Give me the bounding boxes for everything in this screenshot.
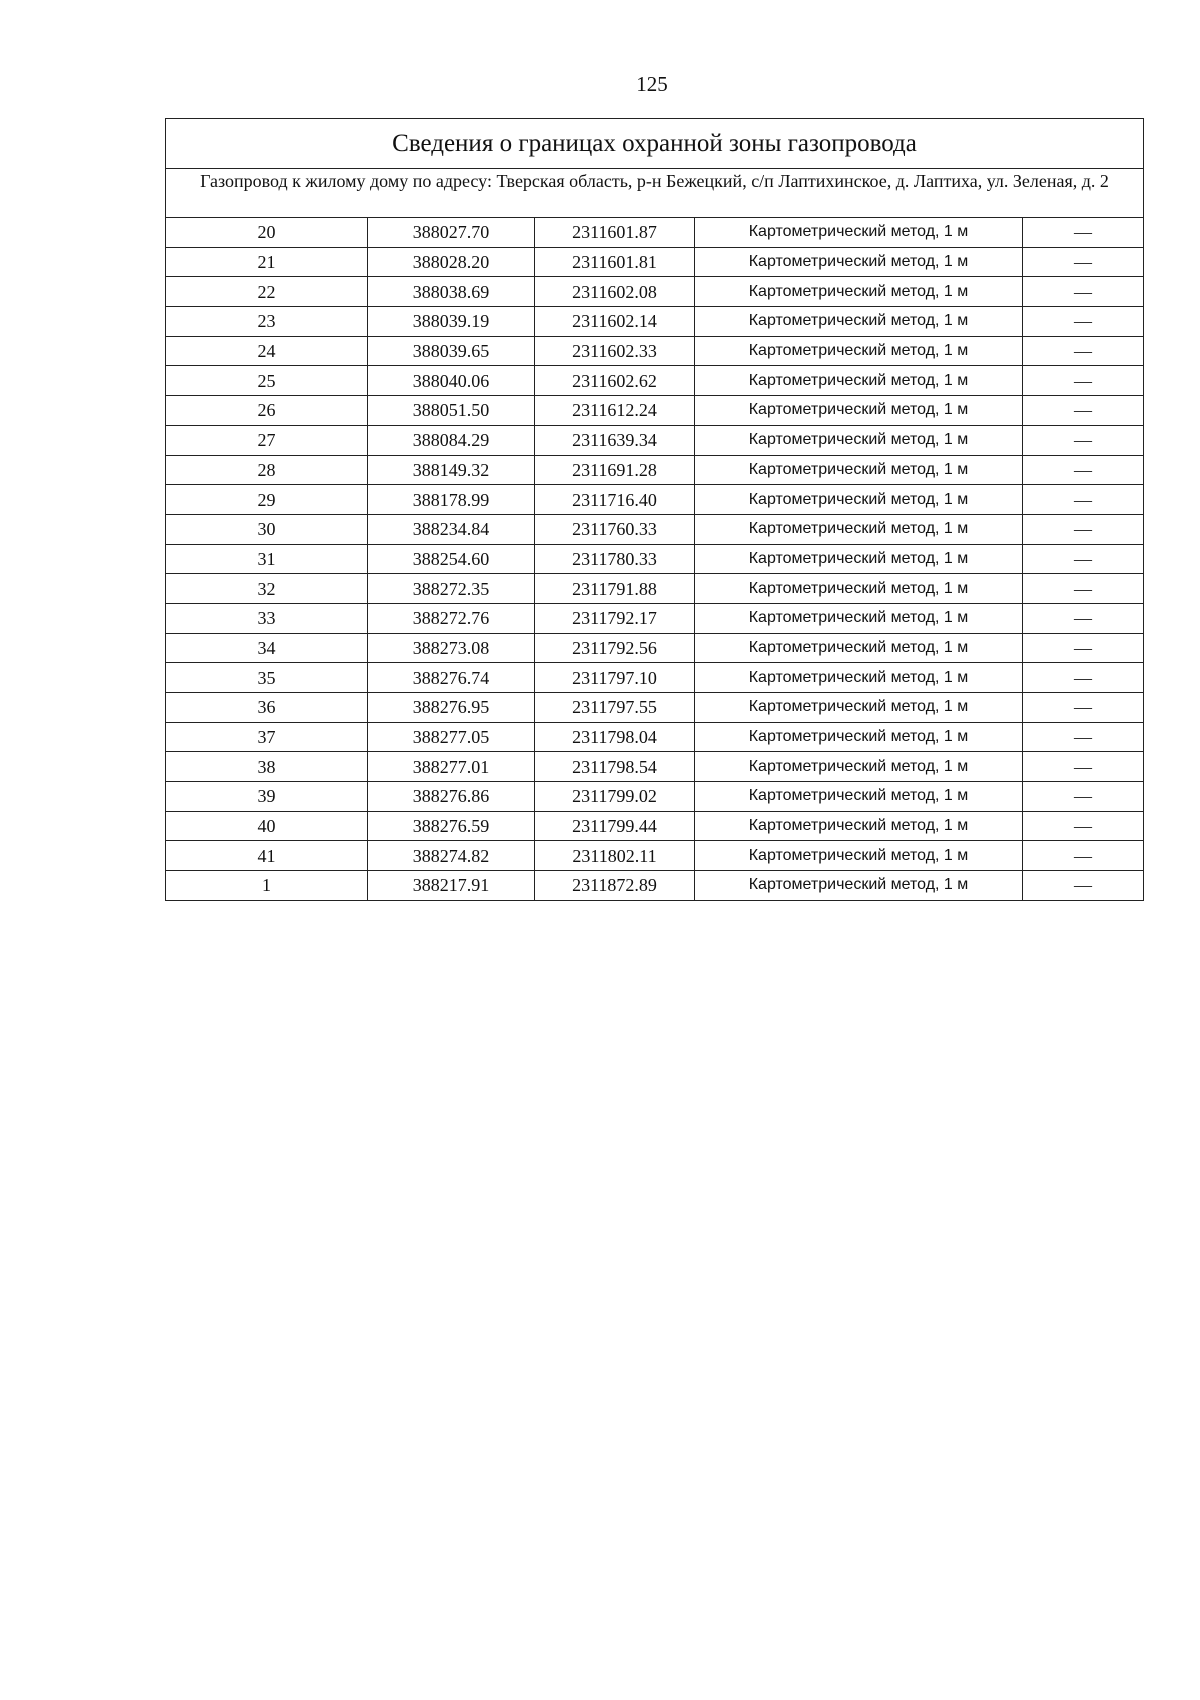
y-coordinate-cell: 2311798.04	[535, 722, 695, 752]
note-cell: —	[1023, 633, 1144, 663]
x-coordinate-cell: 388276.74	[368, 663, 535, 693]
method-cell: Картометрический метод, 1 м	[695, 396, 1023, 426]
point-number-cell: 28	[166, 455, 368, 485]
point-number-cell: 34	[166, 633, 368, 663]
method-cell: Картометрический метод, 1 м	[695, 811, 1023, 841]
note-cell: —	[1023, 811, 1144, 841]
note-cell: —	[1023, 485, 1144, 515]
point-number-cell: 41	[166, 841, 368, 871]
y-coordinate-cell: 2311799.02	[535, 782, 695, 812]
point-number-cell: 31	[166, 544, 368, 574]
table-row	[166, 396, 1144, 426]
table-row	[166, 485, 1144, 515]
x-coordinate-cell: 388273.08	[368, 633, 535, 663]
note-cell: —	[1023, 366, 1144, 396]
x-coordinate-cell: 388277.05	[368, 722, 535, 752]
table-row	[166, 218, 1144, 248]
table-row	[166, 722, 1144, 752]
point-number-cell: 33	[166, 603, 368, 633]
table-row	[166, 247, 1144, 277]
note-cell: —	[1023, 752, 1144, 782]
point-number-cell: 22	[166, 277, 368, 307]
y-coordinate-cell: 2311760.33	[535, 514, 695, 544]
x-coordinate-cell: 388254.60	[368, 544, 535, 574]
title-row	[166, 119, 1144, 169]
x-coordinate-cell: 388027.70	[368, 218, 535, 248]
x-coordinate-cell: 388217.91	[368, 871, 535, 901]
table-title: Сведения о границах охранной зоны газопровода	[166, 119, 1144, 169]
method-cell: Картометрический метод, 1 м	[695, 366, 1023, 396]
table-subtitle: Газопровод к жилому дому по адресу: Тверская область, р-н Бежецкий, с/п Лаптихинское, д. Лаптиха, ул. Зеленая, д. 2	[166, 169, 1144, 218]
x-coordinate-cell: 388277.01	[368, 752, 535, 782]
method-cell: Картометрический метод, 1 м	[695, 574, 1023, 604]
boundary-coordinates-table	[165, 118, 1144, 901]
y-coordinate-cell: 2311602.14	[535, 307, 695, 337]
method-cell: Картометрический метод, 1 м	[695, 871, 1023, 901]
method-cell: Картометрический метод, 1 м	[695, 782, 1023, 812]
method-cell: Картометрический метод, 1 м	[695, 277, 1023, 307]
table-row	[166, 514, 1144, 544]
note-cell: —	[1023, 693, 1144, 723]
x-coordinate-cell: 388084.29	[368, 425, 535, 455]
point-number-cell: 24	[166, 336, 368, 366]
y-coordinate-cell: 2311798.54	[535, 752, 695, 782]
y-coordinate-cell: 2311791.88	[535, 574, 695, 604]
method-cell: Картометрический метод, 1 м	[695, 247, 1023, 277]
point-number-cell: 37	[166, 722, 368, 752]
method-cell: Картометрический метод, 1 м	[695, 455, 1023, 485]
point-number-cell: 40	[166, 811, 368, 841]
note-cell: —	[1023, 425, 1144, 455]
point-number-cell: 32	[166, 574, 368, 604]
table-row	[166, 663, 1144, 693]
subtitle-row	[166, 169, 1144, 218]
table-row	[166, 752, 1144, 782]
method-cell: Картометрический метод, 1 м	[695, 603, 1023, 633]
x-coordinate-cell: 388276.59	[368, 811, 535, 841]
point-number-cell: 26	[166, 396, 368, 426]
point-number-cell: 38	[166, 752, 368, 782]
table-row	[166, 811, 1144, 841]
note-cell: —	[1023, 544, 1144, 574]
point-number-cell: 23	[166, 307, 368, 337]
x-coordinate-cell: 388178.99	[368, 485, 535, 515]
method-cell: Картометрический метод, 1 м	[695, 633, 1023, 663]
method-cell: Картометрический метод, 1 м	[695, 514, 1023, 544]
point-number-cell: 35	[166, 663, 368, 693]
y-coordinate-cell: 2311716.40	[535, 485, 695, 515]
table-row	[166, 336, 1144, 366]
note-cell: —	[1023, 722, 1144, 752]
y-coordinate-cell: 2311602.33	[535, 336, 695, 366]
method-cell: Картометрический метод, 1 м	[695, 663, 1023, 693]
x-coordinate-cell: 388149.32	[368, 455, 535, 485]
method-cell: Картометрический метод, 1 м	[695, 336, 1023, 366]
x-coordinate-cell: 388272.35	[368, 574, 535, 604]
note-cell: —	[1023, 603, 1144, 633]
note-cell: —	[1023, 277, 1144, 307]
x-coordinate-cell: 388276.86	[368, 782, 535, 812]
x-coordinate-cell: 388028.20	[368, 247, 535, 277]
table-row	[166, 307, 1144, 337]
method-cell: Картометрический метод, 1 м	[695, 218, 1023, 248]
point-number-cell: 25	[166, 366, 368, 396]
y-coordinate-cell: 2311612.24	[535, 396, 695, 426]
table-row	[166, 544, 1144, 574]
x-coordinate-cell: 388274.82	[368, 841, 535, 871]
note-cell: —	[1023, 782, 1144, 812]
point-number-cell: 39	[166, 782, 368, 812]
y-coordinate-cell: 2311691.28	[535, 455, 695, 485]
note-cell: —	[1023, 247, 1144, 277]
point-number-cell: 36	[166, 693, 368, 723]
method-cell: Картометрический метод, 1 м	[695, 693, 1023, 723]
y-coordinate-cell: 2311797.10	[535, 663, 695, 693]
x-coordinate-cell: 388051.50	[368, 396, 535, 426]
method-cell: Картометрический метод, 1 м	[695, 544, 1023, 574]
y-coordinate-cell: 2311792.17	[535, 603, 695, 633]
page-number: 125	[636, 72, 668, 96]
method-cell: Картометрический метод, 1 м	[695, 307, 1023, 337]
point-number-cell: 20	[166, 218, 368, 248]
y-coordinate-cell: 2311601.87	[535, 218, 695, 248]
table-row	[166, 574, 1144, 604]
method-cell: Картометрический метод, 1 м	[695, 485, 1023, 515]
table-row	[166, 277, 1144, 307]
x-coordinate-cell: 388040.06	[368, 366, 535, 396]
point-number-cell: 21	[166, 247, 368, 277]
y-coordinate-cell: 2311602.62	[535, 366, 695, 396]
x-coordinate-cell: 388039.65	[368, 336, 535, 366]
note-cell: —	[1023, 574, 1144, 604]
point-number-cell: 27	[166, 425, 368, 455]
x-coordinate-cell: 388272.76	[368, 603, 535, 633]
table-row	[166, 425, 1144, 455]
method-cell: Картометрический метод, 1 м	[695, 722, 1023, 752]
note-cell: —	[1023, 663, 1144, 693]
method-cell: Картометрический метод, 1 м	[695, 841, 1023, 871]
table-row	[166, 633, 1144, 663]
boundary-table-container	[165, 118, 1143, 901]
point-number-cell: 30	[166, 514, 368, 544]
note-cell: —	[1023, 455, 1144, 485]
y-coordinate-cell: 2311602.08	[535, 277, 695, 307]
y-coordinate-cell: 2311639.34	[535, 425, 695, 455]
y-coordinate-cell: 2311872.89	[535, 871, 695, 901]
method-cell: Картометрический метод, 1 м	[695, 752, 1023, 782]
y-coordinate-cell: 2311799.44	[535, 811, 695, 841]
note-cell: —	[1023, 307, 1144, 337]
note-cell: —	[1023, 396, 1144, 426]
table-body	[166, 119, 1144, 901]
note-cell: —	[1023, 336, 1144, 366]
y-coordinate-cell: 2311792.56	[535, 633, 695, 663]
method-cell: Картометрический метод, 1 м	[695, 425, 1023, 455]
y-coordinate-cell: 2311797.55	[535, 693, 695, 723]
table-row	[166, 603, 1144, 633]
y-coordinate-cell: 2311601.81	[535, 247, 695, 277]
y-coordinate-cell: 2311802.11	[535, 841, 695, 871]
table-row	[166, 782, 1144, 812]
point-number-cell: 29	[166, 485, 368, 515]
table-row	[166, 841, 1144, 871]
x-coordinate-cell: 388038.69	[368, 277, 535, 307]
point-number-cell: 1	[166, 871, 368, 901]
note-cell: —	[1023, 514, 1144, 544]
note-cell: —	[1023, 218, 1144, 248]
x-coordinate-cell: 388039.19	[368, 307, 535, 337]
table-row	[166, 455, 1144, 485]
table-row	[166, 366, 1144, 396]
table-row	[166, 693, 1144, 723]
table-row	[166, 871, 1144, 901]
x-coordinate-cell: 388234.84	[368, 514, 535, 544]
note-cell: —	[1023, 871, 1144, 901]
note-cell: —	[1023, 841, 1144, 871]
y-coordinate-cell: 2311780.33	[535, 544, 695, 574]
x-coordinate-cell: 388276.95	[368, 693, 535, 723]
